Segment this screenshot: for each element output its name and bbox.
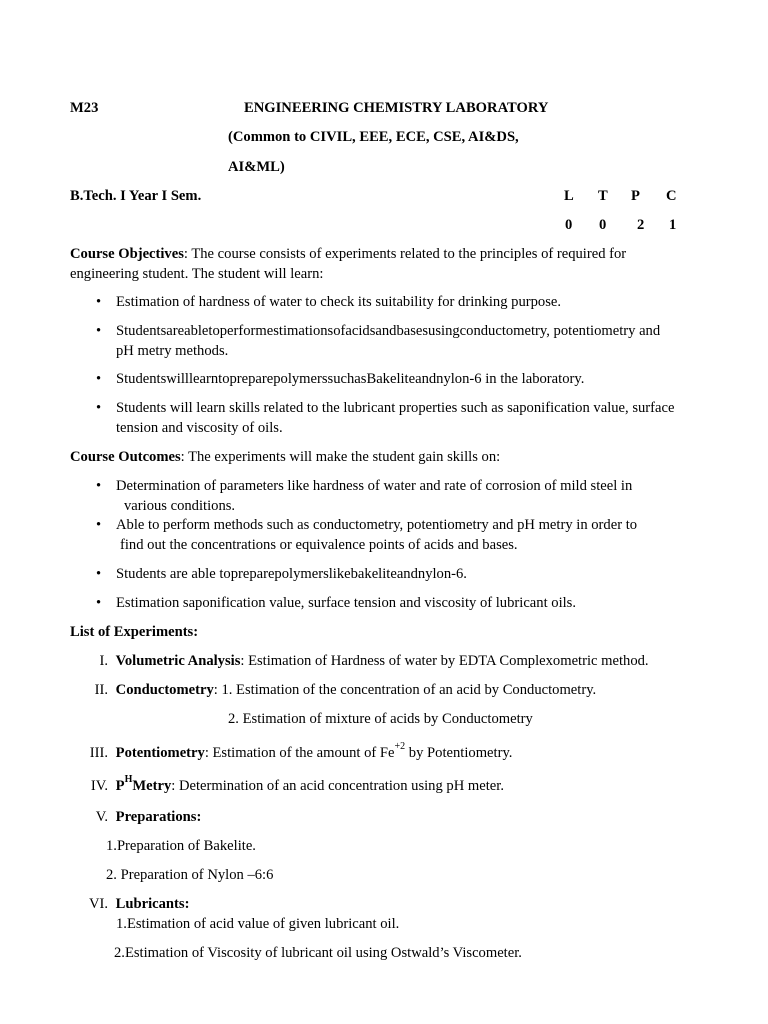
- outcome-text: Able to perform methods such as conductometry, potentiometry and pH metry in order to: [116, 517, 638, 533]
- roman-numeral: I.: [99, 653, 108, 669]
- bullet-icon: •: [96, 517, 102, 533]
- experiment-label: Volumetric Analysis: [115, 653, 241, 669]
- course-outcomes-paragraph: [70, 447, 680, 467]
- list-item: [94, 292, 676, 312]
- experiment-text: : Estimation of Hardness of water by EDTA Complexometric method.: [240, 653, 649, 669]
- experiment-label: Potentiometry: [115, 745, 205, 761]
- ltpc-value-c: 1: [669, 217, 677, 233]
- experiment-text: : Estimation of the amount of Fe: [204, 745, 395, 761]
- experiments-heading: List of Experiments:: [70, 624, 199, 640]
- course-outcomes-label: Course Outcomes: [70, 449, 181, 465]
- objective-text: StudentswilllearntopreparepolymerssuchasBakeliteandnylon-6 in the laboratory.: [116, 371, 585, 387]
- experiment-label: Preparations:: [115, 809, 202, 825]
- semester-label: B.Tech. I Year I Sem.: [70, 188, 202, 204]
- experiment-ii-sub-2: 2. Estimation of mixture of acids by Conductometry: [228, 711, 533, 727]
- experiment-iii: [70, 743, 512, 763]
- course-objectives-paragraph: [70, 244, 680, 284]
- ltpc-label-c: C: [666, 188, 677, 204]
- list-item: [94, 593, 676, 613]
- experiment-v: [70, 807, 201, 827]
- experiment-text: : Determination of an acid concentration using pH meter.: [171, 778, 504, 794]
- outcome-text-continued: various conditions.: [124, 498, 236, 514]
- objective-text: Estimation of hardness of water to check its suitability for drinking purpose.: [116, 294, 562, 310]
- experiment-vi-sub-1: 1.Estimation of acid value of given lubricant oil.: [116, 916, 400, 932]
- course-title: ENGINEERING CHEMISTRY LABORATORY: [244, 100, 549, 116]
- ltpc-value-t: 0: [599, 217, 607, 233]
- superscript: +2: [394, 741, 406, 753]
- objective-text: Students will learn skills related to the lubricant properties such as saponification value, surface tension and viscosity of oils.: [116, 400, 675, 436]
- outcome-text-continued: find out the concentrations or equivalence points of acids and bases.: [120, 537, 518, 553]
- outcome-text: Determination of parameters like hardness of water and rate of corrosion of mild steel in: [116, 478, 633, 494]
- list-item: [94, 515, 676, 555]
- list-item: [94, 564, 676, 584]
- experiment-ii: [70, 680, 596, 700]
- list-item: [94, 369, 676, 389]
- roman-numeral: IV.: [90, 778, 108, 794]
- course-objectives-text: : The course consists of experiments related to the principles of required for engineering student. The student will learn:: [70, 246, 627, 282]
- ltpc-value-p: 2: [637, 217, 645, 233]
- course-code: M23: [70, 100, 99, 116]
- experiment-v-sub-1: 1.Preparation of Bakelite.: [106, 838, 256, 854]
- roman-numeral: VI.: [88, 896, 108, 912]
- ltpc-value-l: 0: [565, 217, 573, 233]
- ltpc-label-l: L: [564, 188, 574, 204]
- list-item: [94, 476, 676, 516]
- common-to-line-2: AI&ML): [228, 159, 285, 175]
- bullet-icon: •: [96, 371, 102, 387]
- experiment-v-sub-2: 2. Preparation of Nylon –6:6: [106, 867, 274, 883]
- experiment-iv: [70, 776, 504, 796]
- objective-text: Studentsareabletoperformestimationsofacidsandbasesusingconductometry, potentiometry and pH metry methods.: [116, 323, 661, 359]
- roman-numeral: II.: [94, 682, 108, 698]
- ltpc-label-p: P: [631, 188, 640, 204]
- roman-numeral: V.: [95, 809, 108, 825]
- course-outcomes-text: : The experiments will make the student gain skills on:: [180, 449, 501, 465]
- list-item: [94, 321, 676, 361]
- experiment-vi: [70, 894, 189, 914]
- ltpc-label-t: T: [598, 188, 608, 204]
- list-item: [94, 398, 676, 438]
- bullet-icon: •: [96, 566, 102, 582]
- experiment-label: Lubricants:: [115, 896, 190, 912]
- experiment-text-end: by Potentiometry.: [405, 745, 513, 761]
- experiment-text: : 1. Estimation of the concentration of an acid by Conductometry.: [213, 682, 597, 698]
- course-objectives-label: Course Objectives: [70, 246, 184, 262]
- experiment-label: Conductometry: [115, 682, 214, 698]
- bullet-icon: •: [96, 478, 102, 494]
- experiment-vi-sub-2: 2.Estimation of Viscosity of lubricant oil using Ostwald’s Viscometer.: [114, 945, 522, 961]
- roman-numeral: III.: [89, 745, 108, 761]
- bullet-icon: •: [96, 400, 102, 416]
- experiment-label: $P^HMetry$: [115, 774, 172, 794]
- bullet-icon: •: [96, 595, 102, 611]
- bullet-icon: •: [96, 294, 102, 310]
- bullet-icon: •: [96, 323, 102, 339]
- common-to-line-1: (Common to CIVIL, EEE, ECE, CSE, AI&DS,: [228, 129, 519, 145]
- outcome-text: Students are able topreparepolymerslikebakeliteandnylon-6.: [116, 566, 467, 582]
- outcome-text: Estimation saponification value, surface tension and viscosity of lubricant oils.: [116, 595, 577, 611]
- experiment-i: [70, 651, 649, 671]
